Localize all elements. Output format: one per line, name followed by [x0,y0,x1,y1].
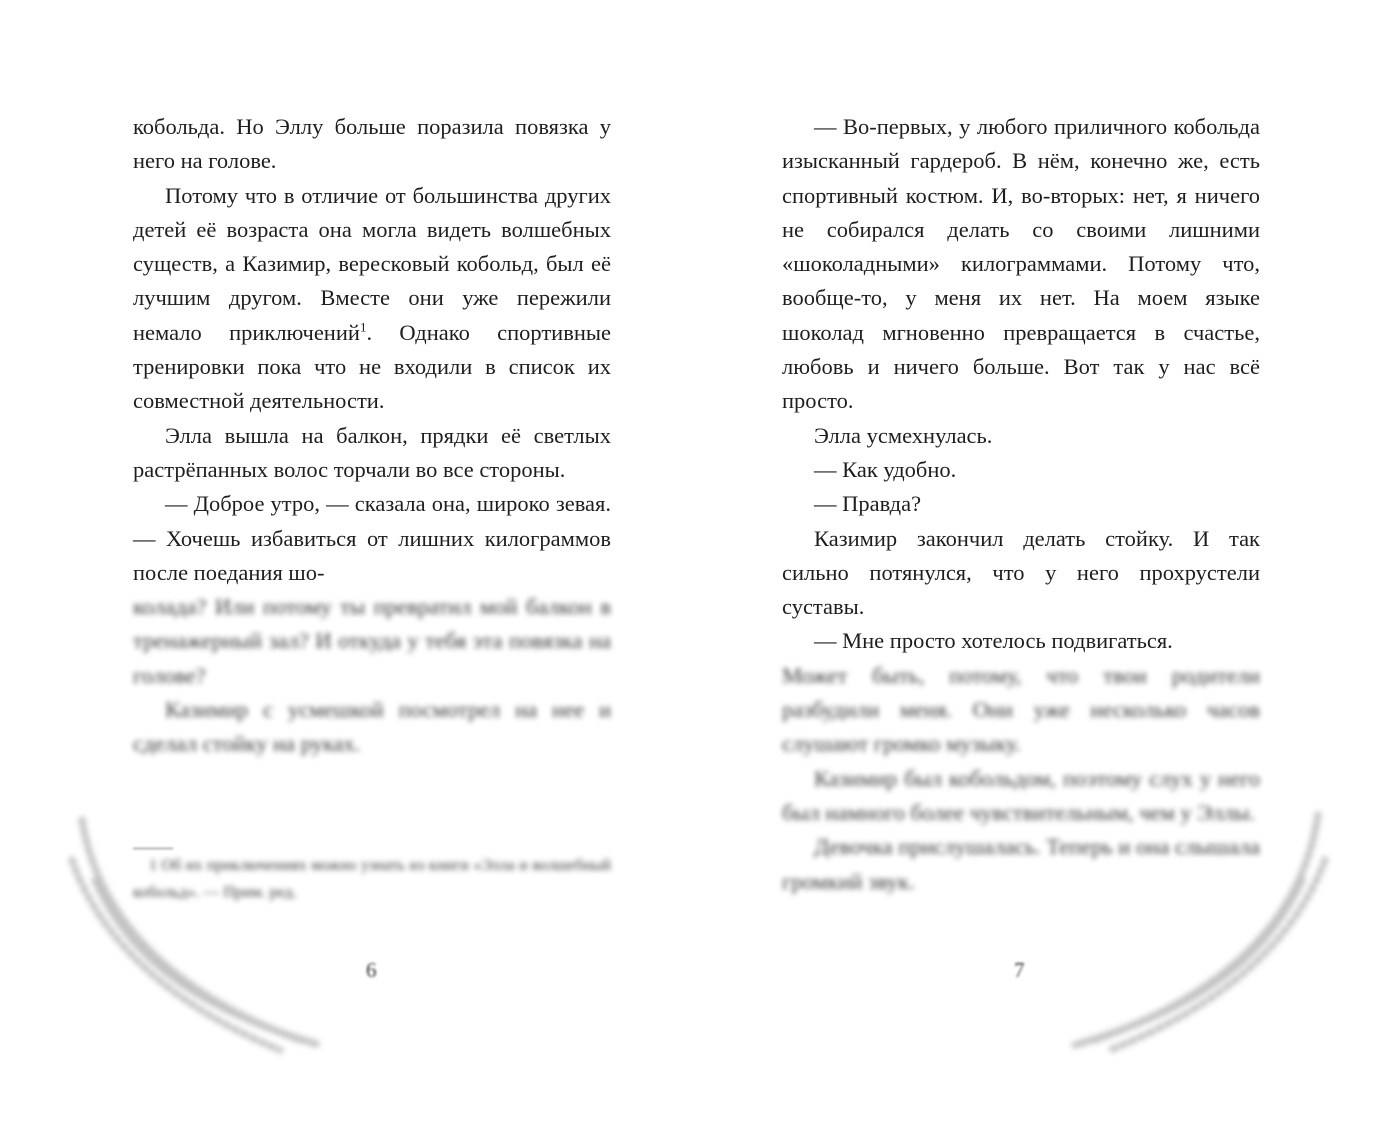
page-number-left: 6 [366,958,377,982]
blurred-text: Может быть, потому, что твои родители разбудили меня. Они уже несколько часов слушают громко музыку. Казимир был кобольдом, поэтому слух у него был намного более чувствительным, чем у Эллы. Девочка прислушалась. Теперь и она слышала громкий звук. [782,662,1260,894]
paragraph: кобольда. Но Эллу больше поразила повязка у него на голове. [133,114,611,174]
paragraph: — Во-первых, у любого приличного кобольда изысканный гардероб. В нём, конечно же, есть спортивный костюм. И, во-вторых: нет, я ничего не собирался делать со своими лишними «шоколадными» килограммами. Потому что, вообще-то, у меня их нет. На моем языке шоколад мгновенно превращается в счастье, любовь и ничего больше. Вот так у нас всё просто. [782,114,1260,414]
left-page [133,110,611,762]
footnote-divider [133,848,173,849]
paragraph: — Правда? [814,491,922,517]
right-page [782,110,1260,899]
paragraph: Потому что в отличие от большинства других детей её возраста она могла видеть волшебных существ, а Казимир, вересковый кобольд, был её лучшим другом. Вместе они уже пережили немало приключений$^1$. Однако спортивные тренировки пока что не входили в список их совместной деятельности. [133,182,611,414]
paragraph: — Мне просто хотелось подвигаться. [814,628,1173,654]
paragraph: Элла вышла на балкон, прядки её светлых растрёпанных волос торчали во все стороны. [133,422,611,482]
footnote-reference: 1 [359,319,367,335]
paragraph: Казимир закончил делать стойку. И так сильно потянулся, что у него прохрустели суставы. [782,525,1260,620]
paragraph: — Доброе утро, — сказала она, широко зевая. — Хочешь избавиться от лишних килограммов после поедания шо- [133,491,611,585]
paragraph: — Как удобно. [814,456,957,482]
page-number-right: 7 [1014,958,1025,982]
paragraph: Элла усмехнулась. [814,422,993,448]
footnote: 1 Об их приключениях можно узнать из книги «Элла и волшебный кобольд». — Прим. ред. [133,857,611,901]
blurred-text: колада? Или потому ты превратил мой балкон в тренажерный зал? И откуда у тебя эта повязка на голове? Казимир с усмешкой посмотрел на нее и сделал стойку на руках. [133,594,611,757]
